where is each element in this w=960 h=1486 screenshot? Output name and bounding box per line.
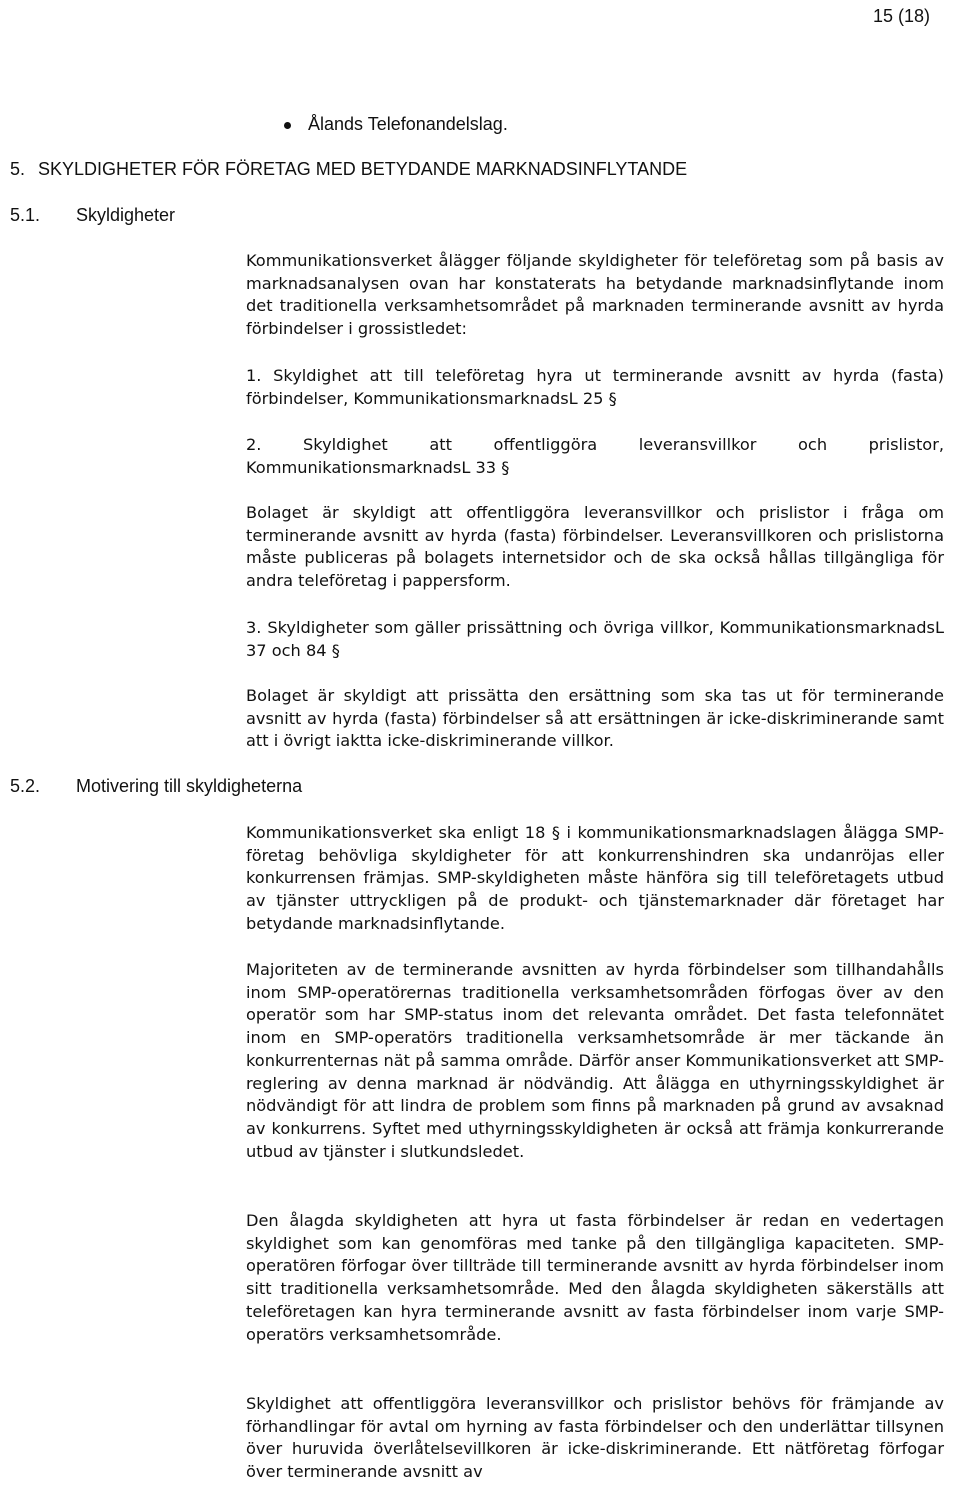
intro-paragraph: Kommunikationsverket ålägger följande skyldigheter för teleföretag som på basis av marknadsanalysen ovan har konstaterats ha betydande marknadsinflytande inom det traditionella verksamhetsområdet på marknaden terminerande avsnitt av hyrda förbindelser i grossistledet: [246,251,944,339]
bullet-list-item [308,114,508,135]
obligation-item-2: 2. Skyldighet att offentliggöra leveransvillkor och prislistor, KommunikationsmarknadsL 33 § [246,435,944,477]
section-title: SKYLDIGHETER FÖR FÖRETAG MED BETYDANDE MARKNADSINFLYTANDE [38,159,688,179]
motivation-paragraph-4: Skyldighet att offentliggöra leveransvillkor och prislistor behövs för främjande av förhandlingar för avtal om hyrning av fasta förbindelser och den underlättar tillsynen över huruvida överlåtelsevillkoren är icke-diskriminerande. Ett nätföretag förfogar över terminerande avsnitt av [246,1394,944,1482]
motivation-paragraph-1: Kommunikationsverket ska enligt 18 § i kommunikationsmarknadslagen ålägga SMP-företag behövliga skyldigheter för att konkurrenshindren ska undanröjas eller konkurrensen främjas. SMP-skyldigheten måste hänföra sig till teleföretagets utbud av tjänster uttryckligen på de produkt- och tjänstemarknader där företaget har betydande marknadsinflytande. [246,823,944,933]
section-number: 5.1. [10,205,41,225]
section-number: 5. [10,159,26,179]
section-number: 5.2. [10,776,41,796]
obligation-item-3: 3. Skyldigheter som gäller prissättning och övriga villkor, KommunikationsmarknadsL 37 och 84 § [246,618,944,660]
obligation-item-2-text: Bolaget är skyldigt att offentliggöra leveransvillkor och prislistor i fråga om terminerande avsnitt av hyrda (fasta) förbindelser. Leveransvillkoren och prislistorna måste publiceras på bolagets internetsidor och de ska också hållas tillgängliga för andra teleföretag i pappersform. [246,503,944,591]
motivation-paragraph-3: Den ålagda skyldigheten att hyra ut fasta förbindelser är redan en vedertagen skyldighet som kan genomföras med tanke på den tillgängliga kapaciteten. SMP-operatören förfogar över tillträde till terminerande avsnitt av hyrda förbindelser inom sitt traditionella verksamhetsområde. Med den ålagda skyldigheten säkerställs att teleföretagen kan hyra terminerande avsnitt av fasta förbindelser inom varje SMP-operatörs verksamhetsområde. [246,1211,944,1344]
section-title: Motivering till skyldigheterna [76,776,303,796]
section-heading-5 [10,159,687,180]
section-heading-5-2 [10,776,302,797]
page-number: 15 (18) [872,6,930,26]
motivation-paragraph-2: Majoriteten av de terminerande avsnitten av hyrda förbindelser som tillhandahålls inom SMP-operatörernas traditionella verksamhetsområden förfogas över av den operatör som har SMP-status inom det relevanta området. Det fasta telefonnätet inom en SMP-operatörs traditionella verksamhetsområde är mer täckande än konkurrenternas nät på samma område. Därför anser Kommunikationsverket att SMP-reglering av denna marknad är nödvändig. Att ålägga en uthyrningsskyldighet är nödvändigt för att lindra de problem som finns på marknaden på grund av avsaknad av konkurrens. Syftet med uthyrningsskyldigheten är också att främja konkurrerande utbud av tjänster i slutkundsledet. [246,960,944,1161]
section-title: Skyldigheter [76,205,176,225]
bullet-item-text: Ålands Telefonandelslag. [308,114,508,134]
section-heading-5-1 [10,205,175,226]
obligation-item-3-text: Bolaget är skyldigt att prissätta den ersättning som ska tas ut för terminerande avsnitt av hyrda (fasta) förbindelser så att ersättningen är icke-diskriminerande samt att i övrigt iaktta icke-diskriminerande villkor. [246,686,944,751]
obligation-item-1: 1. Skyldighet att till teleföretag hyra ut terminerande avsnitt av hyrda (fasta) förbindelser, KommunikationsmarknadsL 25 § [246,366,944,408]
bullet-dot-icon [284,122,291,129]
